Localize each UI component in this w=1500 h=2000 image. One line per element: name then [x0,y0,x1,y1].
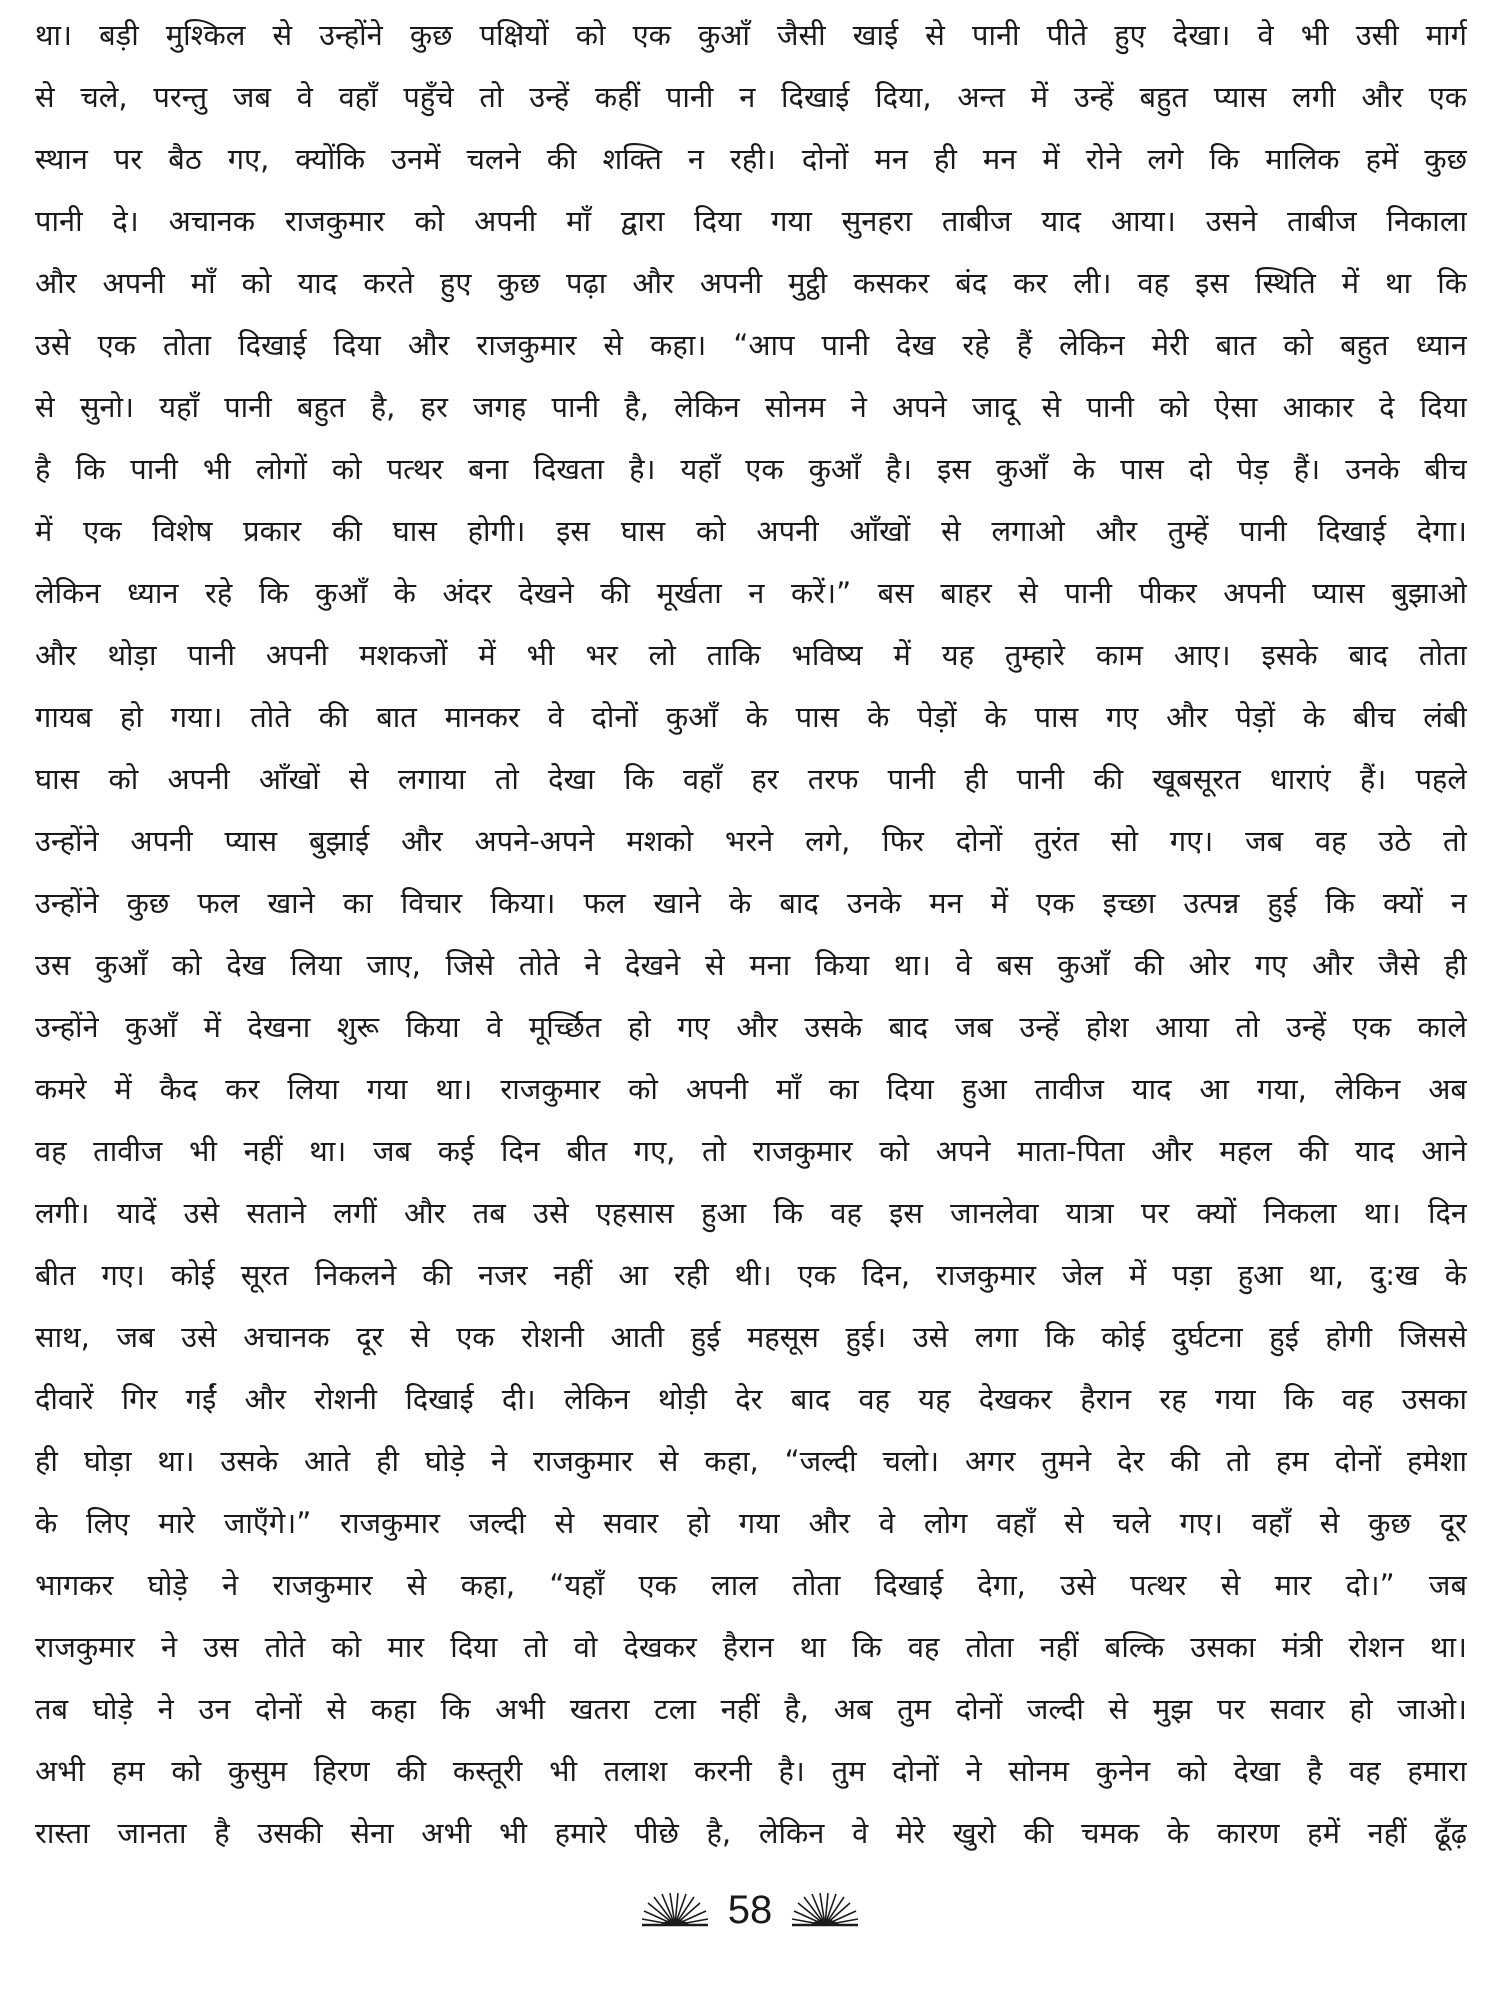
text-line: गायब हो गया। तोते की बात मानकर वे दोनों कुआँ के पास के पेड़ों के पास गए और पेड़ों के बीच लंबी [35,700,1467,734]
text-line: लगी। यादें उसे सताने लगीं और तब उसे एहसास हुआ कि वह इस जानलेवा यात्रा पर क्यों निकला था। दिन [35,1196,1467,1230]
text-line: दीवारें गिर गईं और रोशनी दिखाई दी। लेकिन थोड़ी देर बाद वह यह देखकर हैरान रह गया कि वह उसका [35,1382,1467,1416]
text-line: भागकर घोड़े ने राजकुमार से कहा, “यहाँ एक लाल तोता दिखाई देगा, उसे पत्थर से मार दो।” जब [35,1568,1467,1602]
page-number: 58 [727,1888,773,1932]
text-line: बीत गए। कोई सूरत निकलने की नजर नहीं आ रही थी। एक दिन, राजकुमार जेल में पड़ा हुआ था, दु:ख के [35,1258,1467,1292]
page-footer [0,1880,1500,1940]
text-line: रास्ता जानता है उसकी सेना अभी भी हमारे पीछे है, लेकिन वे मेरे खुरो की चमक के कारण हमें नहीं ढूँढ़ [35,1816,1467,1850]
text-line: उन्होंने अपनी प्यास बुझाई और अपने-अपने मशको भरने लगे, फिर दोनों तुरंत सो गए। जब वह उठे तो [35,824,1467,858]
sunburst-ornament-icon [790,1893,860,1927]
text-line: में एक विशेष प्रकार की घास होगी। इस घास को अपनी आँखों से लगाओ और तुम्हें पानी दिखाई देगा। [35,514,1467,548]
text-line: उन्होंने कुछ फल खाने का विचार किया। फल खाने के बाद उनके मन में एक इच्छा उत्पन्न हुई कि क्यों न [35,886,1467,920]
text-line: घास को अपनी आँखों से लगाया तो देखा कि वहाँ हर तरफ पानी ही पानी की खूबसूरत धाराएं हैं। पहले [35,762,1467,796]
text-line: से सुनो। यहाँ पानी बहुत है, हर जगह पानी है, लेकिन सोनम ने अपने जादू से पानी को ऐसा आकार दे दिया [35,390,1467,424]
text-line: उस कुआँ को देख लिया जाए, जिसे तोते ने देखने से मना किया था। वे बस कुआँ की ओर गए और जैसे ही [35,948,1467,982]
sunburst-ornament-icon [640,1893,710,1927]
text-line: लेकिन ध्यान रहे कि कुआँ के अंदर देखने की मूर्खता न करें।” बस बाहर से पानी पीकर अपनी प्यास बुझाओ [35,576,1467,610]
text-line: उन्होंने कुआँ में देखना शुरू किया वे मूर्च्छित हो गए और उसके बाद जब उन्हें होश आया तो उन्हें एक काले [35,1010,1467,1044]
text-line: वह तावीज भी नहीं था। जब कई दिन बीत गए, तो राजकुमार को अपने माता-पिता और महल की याद आने [35,1134,1467,1168]
text-line: तब घोड़े ने उन दोनों से कहा कि अभी खतरा टला नहीं है, अब तुम दोनों जल्दी से मुझ पर सवार हो जाओ। [35,1692,1467,1726]
text-line: के लिए मारे जाएँगे।” राजकुमार जल्दी से सवार हो गया और वे लोग वहाँ से चले गए। वहाँ से कुछ दूर [35,1506,1467,1540]
text-line: साथ, जब उसे अचानक दूर से एक रोशनी आती हुई महसूस हुई। उसे लगा कि कोई दुर्घटना हुई होगी जिससे [35,1320,1467,1354]
text-line: राजकुमार ने उस तोते को मार दिया तो वो देखकर हैरान था कि वह तोता नहीं बल्कि उसका मंत्री रोशन था। [35,1630,1467,1664]
text-line: अभी हम को कुसुम हिरण की कस्तूरी भी तलाश करनी है। तुम दोनों ने सोनम कुनेन को देखा है वह हमारा [35,1754,1467,1788]
text-line: और अपनी माँ को याद करते हुए कुछ पढ़ा और अपनी मुट्ठी कसकर बंद कर ली। वह इस स्थिति में था कि [35,266,1467,300]
text-line: उसे एक तोता दिखाई दिया और राजकुमार से कहा। “आप पानी देख रहे हैं लेकिन मेरी बात को बहुत ध्यान [35,328,1467,362]
text-line: है कि पानी भी लोगों को पत्थर बना दिखता है। यहाँ एक कुआँ है। इस कुआँ के पास दो पेड़ हैं। उनके बीच [35,452,1467,486]
text-line: पानी दे। अचानक राजकुमार को अपनी माँ द्वारा दिया गया सुनहरा ताबीज याद आया। उसने ताबीज निकाला [35,204,1467,238]
text-line: कमरे में कैद कर लिया गया था। राजकुमार को अपनी माँ का दिया हुआ तावीज याद आ गया, लेकिन अब [35,1072,1467,1106]
text-line: और थोड़ा पानी अपनी मशकजों में भी भर लो ताकि भविष्य में यह तुम्हारे काम आए। इसके बाद तोता [35,638,1467,672]
text-line: ही घोड़ा था। उसके आते ही घोड़े ने राजकुमार से कहा, “जल्दी चलो। अगर तुमने देर की तो हम दोनों हमेशा [35,1444,1467,1478]
text-line: स्थान पर बैठ गए, क्योंकि उनमें चलने की शक्ति न रही। दोनों मन ही मन में रोने लगे कि मालिक हमें कुछ [35,142,1467,176]
body-text [35,4,1467,1850]
text-line: से चले, परन्तु जब वे वहाँ पहुँचे तो उन्हें कहीं पानी न दिखाई दिया, अन्त में उन्हें बहुत प्यास लगी और एक [35,80,1467,114]
text-line: था। बड़ी मुश्किल से उन्होंने कुछ पक्षियों को एक कुआँ जैसी खाई से पानी पीते हुए देखा। वे भी उसी मार्ग [35,18,1467,52]
